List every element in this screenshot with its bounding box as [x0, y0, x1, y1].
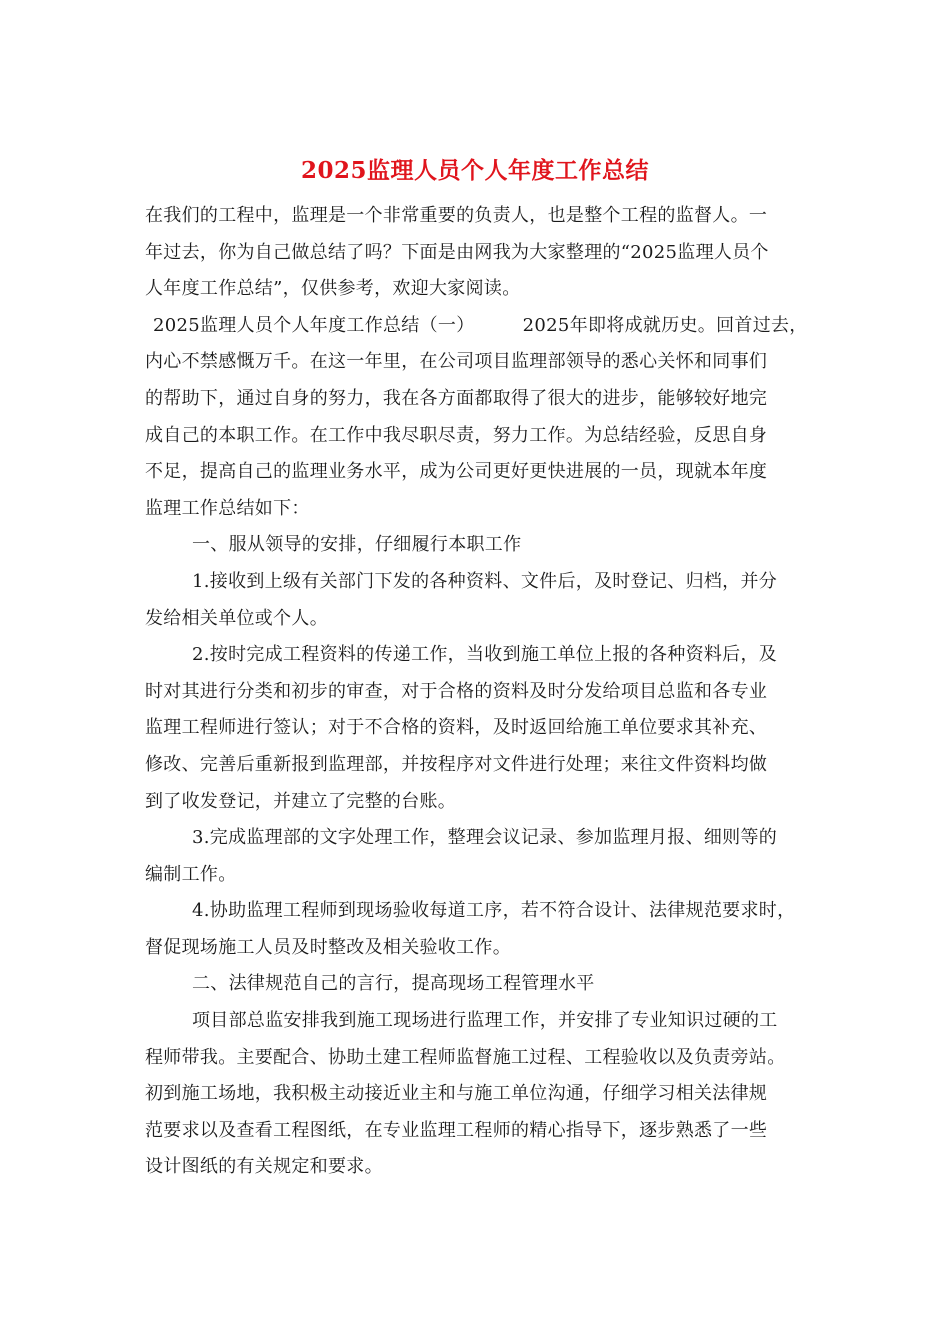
- text-line: 在我们的工程中，监理是一个非常重要的负责人，也是整个工程的监督人。一: [145, 205, 768, 226]
- text-line: 年过去，你为自己做总结了吗？下面是由网我为大家整理的“2025监理人员个: [145, 241, 769, 263]
- text-line: 4.协助监理工程师到现场验收每道工序，若不符合设计、法律规范要求时，: [192, 900, 796, 922]
- text-line: 监理工程师进行签认；对于不合格的资料，及时返回给施工单位要求其补充、: [145, 717, 768, 739]
- text-line: 项目部总监安排我到施工现场进行监理工作，并安排了专业知识过硬的工: [192, 1010, 778, 1032]
- document-body: [145, 198, 825, 1186]
- text-line: 修改、完善后重新报到监理部，并按程序对文件进行处理；来往文件资料均做: [145, 753, 768, 775]
- text-line: 编制工作。: [145, 863, 237, 885]
- section-heading: 二、法律规范自己的言行，提高现场工程管理水平: [192, 973, 595, 995]
- text-line: 范要求以及查看工程图纸，在专业监理工程师的精心指导下，逐步熟悉了一些: [145, 1119, 768, 1141]
- text-line: 初到施工场地，我积极主动接近业主和与施工单位沟通，仔细学习相关法律规: [145, 1083, 768, 1105]
- text-line: 监理工作总结如下：: [145, 497, 310, 519]
- section-heading: 一、服从领导的安排，仔细履行本职工作: [192, 534, 522, 556]
- text-line: 人年度工作总结”，仅供参考，欢迎大家阅读。: [145, 278, 521, 300]
- text-line: 成自己的本职工作。在工作中我尽职尽责，努力工作。为总结经验，反思自身: [145, 424, 768, 446]
- text-line: 发给相关单位或个人。: [145, 607, 328, 629]
- text-line: 2025监理人员个人年度工作总结（一） 2025年即将成就历史。回首过去，: [153, 314, 808, 336]
- text-line: 程师带我。主要配合、协助土建工程师监督施工过程、工程验收以及负责旁站。: [145, 1046, 786, 1068]
- text-line: 3.完成监理部的文字处理工作，整理会议记录、参加监理月报、细则等的: [192, 827, 778, 849]
- text-line: 不足，提高自己的监理业务水平，成为公司更好更快进展的一员，现就本年度: [145, 461, 768, 483]
- text-line: 督促现场施工人员及时整改及相关验收工作。: [145, 936, 511, 958]
- text-line: 的帮助下，通过自身的努力，我在各方面都取得了很大的进步，能够较好地完: [145, 387, 768, 409]
- text-line: 1.接收到上级有关部门下发的各种资料、文件后，及时登记、归档，并分: [192, 570, 778, 592]
- text-line: 时对其进行分类和初步的审查，对于合格的资料及时分发给项目总监和各专业: [145, 680, 768, 702]
- text-line: 2.按时完成工程资料的传递工作，当收到施工单位上报的各种资料后，及: [192, 644, 778, 666]
- text-line: 设计图纸的有关规定和要求。: [145, 1156, 383, 1178]
- text-line: 到了收发登记，并建立了完整的台账。: [145, 790, 457, 812]
- text-line: 内心不禁感慨万千。在这一年里，在公司项目监理部领导的悉心关怀和同事们: [145, 351, 768, 373]
- document-title: 2025监理人员个人年度工作总结: [300, 157, 649, 184]
